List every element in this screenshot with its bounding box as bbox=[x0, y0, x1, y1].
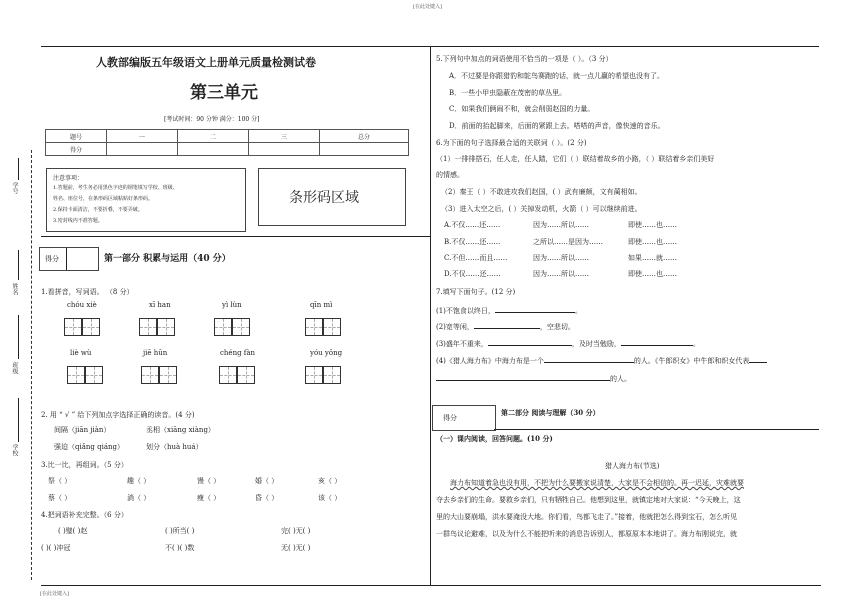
passage-line bbox=[450, 478, 744, 488]
word-blank[interactable]: 祭（ ） bbox=[48, 477, 72, 485]
unit-title: 第三单元 bbox=[190, 83, 258, 103]
char-box[interactable] bbox=[237, 366, 255, 384]
word-blank[interactable]: 亥（ ） bbox=[318, 477, 342, 485]
q6-option-part: 因为……所以…… bbox=[533, 221, 589, 229]
word-blank[interactable]: 婚（ ） bbox=[255, 477, 279, 485]
idiom-blank[interactable]: ( )( )冲冠 bbox=[41, 544, 71, 552]
notice-line: 2.保持卡面清洁，不要折叠，不要弄破。 bbox=[53, 207, 143, 213]
notice-line: 1.答题前，考生务必用黑色字迹的钢笔填写学校、班级、 bbox=[53, 185, 178, 191]
idiom-blank[interactable]: 不( )( )数 bbox=[165, 544, 195, 552]
q6-option[interactable]: B.不仅……还…… bbox=[444, 238, 501, 246]
column-divider bbox=[430, 47, 431, 585]
score-cell: 一 bbox=[107, 130, 178, 143]
q7-text: (4)《猎人海力布》中海力布是一个 bbox=[436, 357, 544, 365]
q7-line: (3)盛年不重来， ，及时当勉励， 。 bbox=[436, 337, 700, 349]
q5-prompt: 5.下列句中加点的词语使用不恰当的一项是（ ）。（3 分） bbox=[436, 55, 613, 63]
q7-text: ，及时当勉励， bbox=[571, 340, 621, 348]
q7-text: (2)宽等闲， bbox=[436, 323, 474, 331]
score-table bbox=[45, 129, 409, 156]
char-box[interactable] bbox=[85, 366, 103, 384]
char-box[interactable] bbox=[64, 318, 82, 336]
char-box[interactable] bbox=[157, 318, 175, 336]
word-blank[interactable]: 瘦（ ） bbox=[197, 494, 221, 502]
part2-title: 第二部分 阅读与理解（30 分） bbox=[501, 408, 600, 417]
q7-text: (3)盛年不重来， bbox=[436, 340, 488, 348]
idiom-blank[interactable]: 完( )无( ) bbox=[281, 527, 311, 535]
score-input[interactable] bbox=[178, 143, 249, 156]
pinyin: liè wù bbox=[70, 349, 92, 357]
q6-option-part: 即使……也…… bbox=[628, 221, 677, 229]
score-cell: 总分 bbox=[320, 130, 409, 143]
pinyin: jiē hūn bbox=[143, 349, 168, 357]
q6-option-part: 因为……所以…… bbox=[533, 270, 589, 278]
score-cell: 三 bbox=[249, 130, 320, 143]
q2-prompt: 2. 用 “ √ ” 给下列加点字选择正确的读音。(4 分) bbox=[41, 411, 195, 419]
side-blank-school bbox=[18, 398, 19, 442]
notice-line: 3.密封线内不准答题。 bbox=[53, 218, 103, 224]
part1-score-box[interactable] bbox=[39, 247, 99, 271]
score-cell: 二 bbox=[178, 130, 249, 143]
q6-option-part: 因为……所以…… bbox=[533, 254, 589, 262]
score-label: 得分 bbox=[45, 255, 59, 263]
barcode-label: 条形码区域 bbox=[289, 190, 359, 206]
q1-prompt: 1.看拼音，写词语。 （8 分） bbox=[41, 288, 134, 296]
passage-line bbox=[436, 512, 737, 522]
side-blank-class bbox=[18, 315, 19, 359]
score-input[interactable] bbox=[320, 143, 409, 156]
pinyin: xī han bbox=[149, 301, 171, 309]
exam-title: 人教部编版五年级语文上册单元质量检测试卷 bbox=[96, 56, 316, 69]
q6-prompt: 6.为下面的句子选择最合适的关联词（ ）。(2 分) bbox=[436, 139, 587, 147]
char-box[interactable] bbox=[323, 366, 341, 384]
q5-option[interactable]: B．一些小甲虫隐蔽在茂密的草丛里。 bbox=[449, 89, 567, 97]
char-box[interactable] bbox=[305, 366, 323, 384]
side-blank-name bbox=[18, 250, 19, 280]
passage-text: 里的大山要崩塌，洪水要淹没大地。你们看，鸟都飞走了。”接着，他就把怎么得到宝石，怎么听见 bbox=[436, 513, 738, 521]
pinyin: yì lùn bbox=[222, 301, 242, 309]
char-box[interactable] bbox=[305, 318, 323, 336]
word-blank[interactable]: 馒（ ） bbox=[197, 477, 221, 485]
answer-blank[interactable] bbox=[495, 304, 575, 313]
bottom-rule bbox=[41, 585, 821, 586]
notice-title: 注意事项： bbox=[53, 175, 84, 182]
reading-choice[interactable]: 丞相（xiāng xiàng） bbox=[146, 426, 215, 434]
part2-score-box[interactable] bbox=[432, 405, 496, 431]
pinyin: yóu yǒng bbox=[310, 349, 343, 357]
q6-option-part: 之所以……是因为…… bbox=[533, 238, 603, 246]
q7-text: 的人。 bbox=[610, 375, 631, 383]
q6-option-part: 如果……就…… bbox=[628, 254, 677, 262]
passage-line bbox=[436, 495, 741, 505]
exam-info: [考试时间：90 分钟 满分：100 分] bbox=[164, 116, 260, 123]
side-label-id: 学号 bbox=[11, 182, 18, 194]
reading-choice[interactable]: 划分（huà huá） bbox=[146, 443, 203, 451]
score-cell: 题号 bbox=[46, 130, 107, 143]
q5-option[interactable]: D．前面的抬起脚来，后面的紧跟上去。嗒嗒的声音，像快速的音乐。 bbox=[449, 122, 665, 130]
q6-option-part: 即使……也…… bbox=[628, 270, 677, 278]
pinyin: qīn mì bbox=[310, 301, 333, 309]
q6-sentence: （3）进入太空之后，( ）关掉发动机，火箭（ ）可以继续前进。 bbox=[441, 205, 642, 213]
reading-choice[interactable]: 强迫（qiǎng qiáng） bbox=[54, 443, 124, 451]
barcode-area bbox=[258, 168, 406, 226]
q3-prompt: 3.比一比，再组词。（5 分） bbox=[41, 461, 128, 469]
part2-subtitle: （一）课内阅读，回答问题。(10 分) bbox=[436, 434, 553, 443]
q6-option[interactable]: A.不仅……还…… bbox=[444, 221, 501, 229]
char-box[interactable] bbox=[214, 318, 232, 336]
side-label-class: 班级 bbox=[11, 362, 18, 374]
notice-box bbox=[46, 168, 246, 232]
passage-line bbox=[436, 529, 737, 539]
char-box[interactable] bbox=[159, 366, 177, 384]
passage-title: 猎人海力布(节选) bbox=[605, 462, 660, 470]
pinyin: chóu xiè bbox=[67, 301, 97, 309]
char-box[interactable] bbox=[67, 366, 85, 384]
section-rule bbox=[41, 236, 430, 237]
header-note: [在此处键入] bbox=[413, 4, 442, 10]
char-box[interactable] bbox=[139, 318, 157, 336]
answer-blank[interactable] bbox=[474, 320, 540, 329]
word-blank[interactable]: 蔡（ ） bbox=[48, 494, 72, 502]
passage-text: 一群鸟议论避难，以及为什么不能把听来的消息告诉别人，都原原本本地讲了。海力布刚说完，就 bbox=[436, 530, 737, 538]
q4-prompt: 4.把词语补充完整。（6 分） bbox=[41, 511, 128, 519]
q5-option[interactable]: C．如果我们俩闹不和，就会削弱赵国的力量。 bbox=[449, 105, 595, 113]
part2-rule bbox=[494, 429, 819, 430]
pinyin: chéng fàn bbox=[220, 349, 256, 357]
char-box[interactable] bbox=[141, 366, 159, 384]
char-box[interactable] bbox=[219, 366, 237, 384]
q7-text: ，空悲切。 bbox=[539, 323, 575, 331]
answer-blank[interactable] bbox=[544, 354, 634, 363]
word-blank[interactable]: 趣（ ） bbox=[127, 477, 151, 485]
q6-sentence: （1）一排排搭石，任人走，任人踏，它们（ ）联结着故乡的小路，（ ）联结着乡亲们美好 bbox=[436, 155, 715, 163]
footer-note: [在此处键入] bbox=[40, 591, 69, 597]
q6-option[interactable]: D.不仅……还…… bbox=[444, 270, 501, 278]
q6-sentence: 的情感。 bbox=[436, 171, 464, 179]
q7-prompt: 7.填写下面句子。(12 分) bbox=[436, 288, 516, 296]
char-box[interactable] bbox=[232, 318, 250, 336]
q7-line bbox=[436, 372, 631, 384]
answer-blank[interactable] bbox=[621, 337, 693, 346]
seal-line bbox=[31, 150, 32, 580]
score-cell: 得分 bbox=[46, 143, 107, 156]
q7-text: 的人。《牛郎织女》中牛郎和织女代表 bbox=[633, 357, 750, 365]
q7-line bbox=[436, 354, 767, 366]
word-blank[interactable]: 昏（ ） bbox=[255, 494, 279, 502]
part1-title: 第一部分 积累与运用（40 分） bbox=[104, 254, 231, 264]
idiom-blank[interactable]: ( )璧( )赵 bbox=[58, 527, 88, 535]
score-input[interactable] bbox=[107, 143, 178, 156]
answer-blank[interactable] bbox=[436, 372, 610, 381]
q6-sentence: （2）秦王（ ）不敢进攻我们赵国，( ）武有廉颇，文有蔺相如。 bbox=[441, 188, 642, 196]
word-blank[interactable]: 该（ ） bbox=[318, 494, 342, 502]
char-box[interactable] bbox=[323, 318, 341, 336]
passage-text: 夺去乡亲们的生命。要救乡亲们，只有牺牲自己。他想到这里，就镇定地对大家说：“今天晚上，这 bbox=[436, 496, 741, 504]
notice-line: 姓名、座位号，在条形码区域粘贴好条形码。 bbox=[53, 196, 154, 202]
char-box[interactable] bbox=[82, 318, 100, 336]
side-label-school: 学校 bbox=[11, 444, 18, 456]
side-label-name: 姓名 bbox=[11, 283, 18, 295]
answer-blank[interactable] bbox=[749, 354, 767, 363]
q6-option[interactable]: C.不但……而且…… bbox=[444, 254, 508, 262]
idiom-blank[interactable]: 无( )无( ) bbox=[281, 544, 311, 552]
idiom-blank[interactable]: ( )所当( ) bbox=[165, 527, 195, 535]
word-blank[interactable]: 淌（ ） bbox=[127, 494, 151, 502]
answer-blank[interactable] bbox=[488, 337, 572, 346]
q7-line: (1)不饱食以终日， 。 bbox=[436, 304, 582, 316]
score-divider bbox=[66, 248, 67, 270]
reading-choice[interactable]: 间隔（jiān jiàn） bbox=[54, 426, 111, 434]
q7-line bbox=[436, 320, 575, 332]
score-input[interactable] bbox=[249, 143, 320, 156]
score-label: 得分 bbox=[443, 414, 457, 422]
q5-option[interactable]: A．不过要是你跟猎豹和鸵鸟赛跑的话，就一点儿赢的希望也没有了。 bbox=[449, 72, 665, 80]
q6-option-part: 即使……也…… bbox=[628, 238, 677, 246]
passage-text: 海力布知道着急也没有用，不把为什么要搬家说清楚，大家是不会相信的。再一迟延，灾难就要 bbox=[450, 479, 744, 487]
side-blank-id bbox=[18, 158, 19, 180]
q7-text: (1)不饱食以终日， bbox=[436, 307, 495, 315]
